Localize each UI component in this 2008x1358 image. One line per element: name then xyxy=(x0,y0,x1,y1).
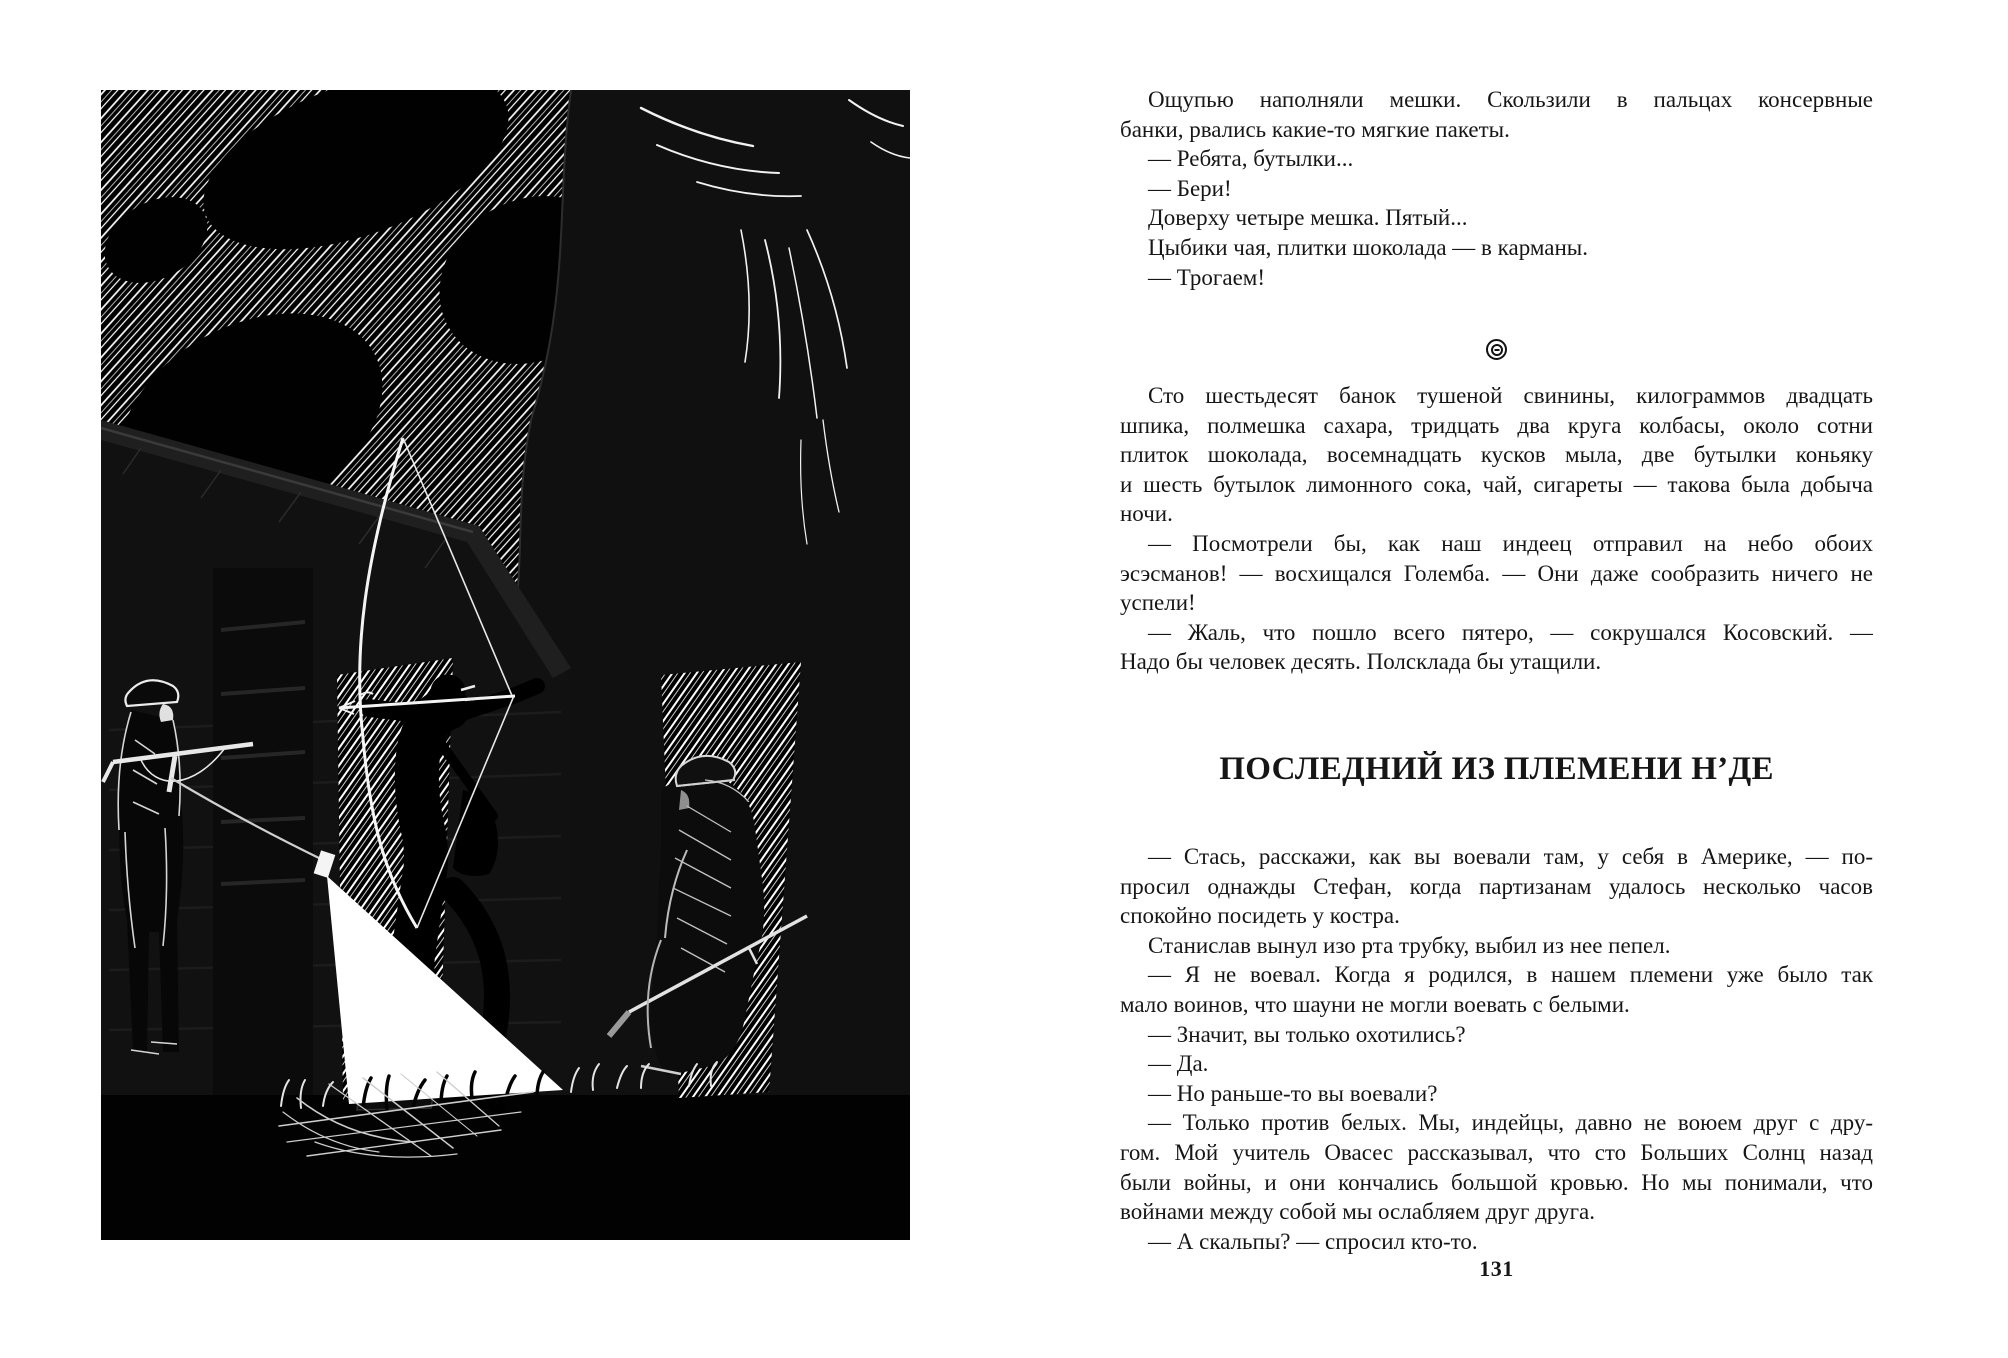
text-line: Сто шестьдесят банок тушеной свинины, килограммов двадцать xyxy=(1148,383,1873,408)
text-line: ночи. xyxy=(1120,501,1173,527)
text-line: — Жаль, что пошло всего пятеро, — сокрушался Косовский. — xyxy=(1148,619,1873,645)
divider-ornament-icon xyxy=(1486,339,1507,360)
text-line: Станислав вынул изо рта трубку, выбил из нее пепел. xyxy=(1148,932,1671,958)
text-line: — Значит, вы только охотились? xyxy=(1148,1021,1466,1047)
text-line: банки, рвались какие-то мягкие пакеты. xyxy=(1120,116,1510,142)
text-line: — Стась, расскажи, как вы воевали там, у себя в Америке, — по- xyxy=(1148,844,1873,869)
text-line: Цыбики чая, плитки шоколада — в карманы. xyxy=(1148,234,1588,260)
text-line: — Я не воевал. Когда я родился, в нашем племени уже было так xyxy=(1148,962,1873,988)
text-line: — Трогаем! xyxy=(1148,264,1265,290)
text-line: — Да. xyxy=(1148,1051,1209,1077)
text-line: — Посмотрели бы, как наш индеец отправил на небо обоих xyxy=(1148,530,1873,556)
text-line: гом. Мой учитель Овасес рассказывал, что сто Больших Солнц назад xyxy=(1120,1139,1873,1165)
text-line: Доверху четыре мешка. Пятый... xyxy=(1148,205,1468,231)
paragraph-block-intro xyxy=(1120,85,1873,292)
page-text-column xyxy=(1120,85,1873,1345)
paragraph-block-chapter xyxy=(1120,842,1873,1256)
text-line: просил однажды Стефан, когда партизанам удалось несколько часов xyxy=(1120,873,1873,899)
chapter-heading: ПОСЛЕДНИЙ ИЗ ПЛЕМЕНИ Н’ДЕ xyxy=(1219,751,1774,787)
text-line: войнами между собой мы ослабляем друг друга. xyxy=(1120,1199,1596,1225)
text-line: плиток шоколада, восемнадцать кусков мыла, две бутылки коньяку xyxy=(1120,442,1873,468)
page-number: 131 xyxy=(1479,1256,1514,1281)
text-line: Ощупью наполняли мешки. Скользили в пальцах консервные xyxy=(1148,87,1873,112)
section-divider xyxy=(1120,339,1873,360)
text-line: мало воинов, что шауни не могли воевать с белыми. xyxy=(1120,991,1630,1017)
text-line: и шесть бутылок лимонного сока, чай, сигареты — такова была добыча xyxy=(1120,471,1873,497)
text-line: Надо бы человек десять. Полсклада бы утащили. xyxy=(1120,649,1602,675)
paragraph-block-loot xyxy=(1120,381,1873,677)
text-line: — Ребята, бутылки... xyxy=(1148,146,1354,172)
text-line: эсэсманов! — восхищался Големба. — Они даже сообразить ничего не xyxy=(1120,560,1873,586)
text-line: шпика, полмешка сахара, тридцать два круга колбасы, около сотни xyxy=(1120,412,1873,438)
text-line: — Но раньше-то вы воевали? xyxy=(1148,1080,1438,1106)
text-line: — Бери! xyxy=(1148,175,1232,201)
book-illustration xyxy=(101,90,910,1240)
text-line: спокойно посидеть у костра. xyxy=(1120,903,1400,929)
text-line: — А скальпы? — спросил кто-то. xyxy=(1148,1228,1478,1254)
text-line: — Только против белых. Мы, индейцы, давно не воюем друг с дру- xyxy=(1148,1110,1873,1136)
text-line: были войны, и они кончались большой кровью. Но мы понимали, что xyxy=(1120,1169,1873,1195)
text-line: успели! xyxy=(1120,590,1196,616)
night-raid-illustration-svg xyxy=(101,90,910,1240)
